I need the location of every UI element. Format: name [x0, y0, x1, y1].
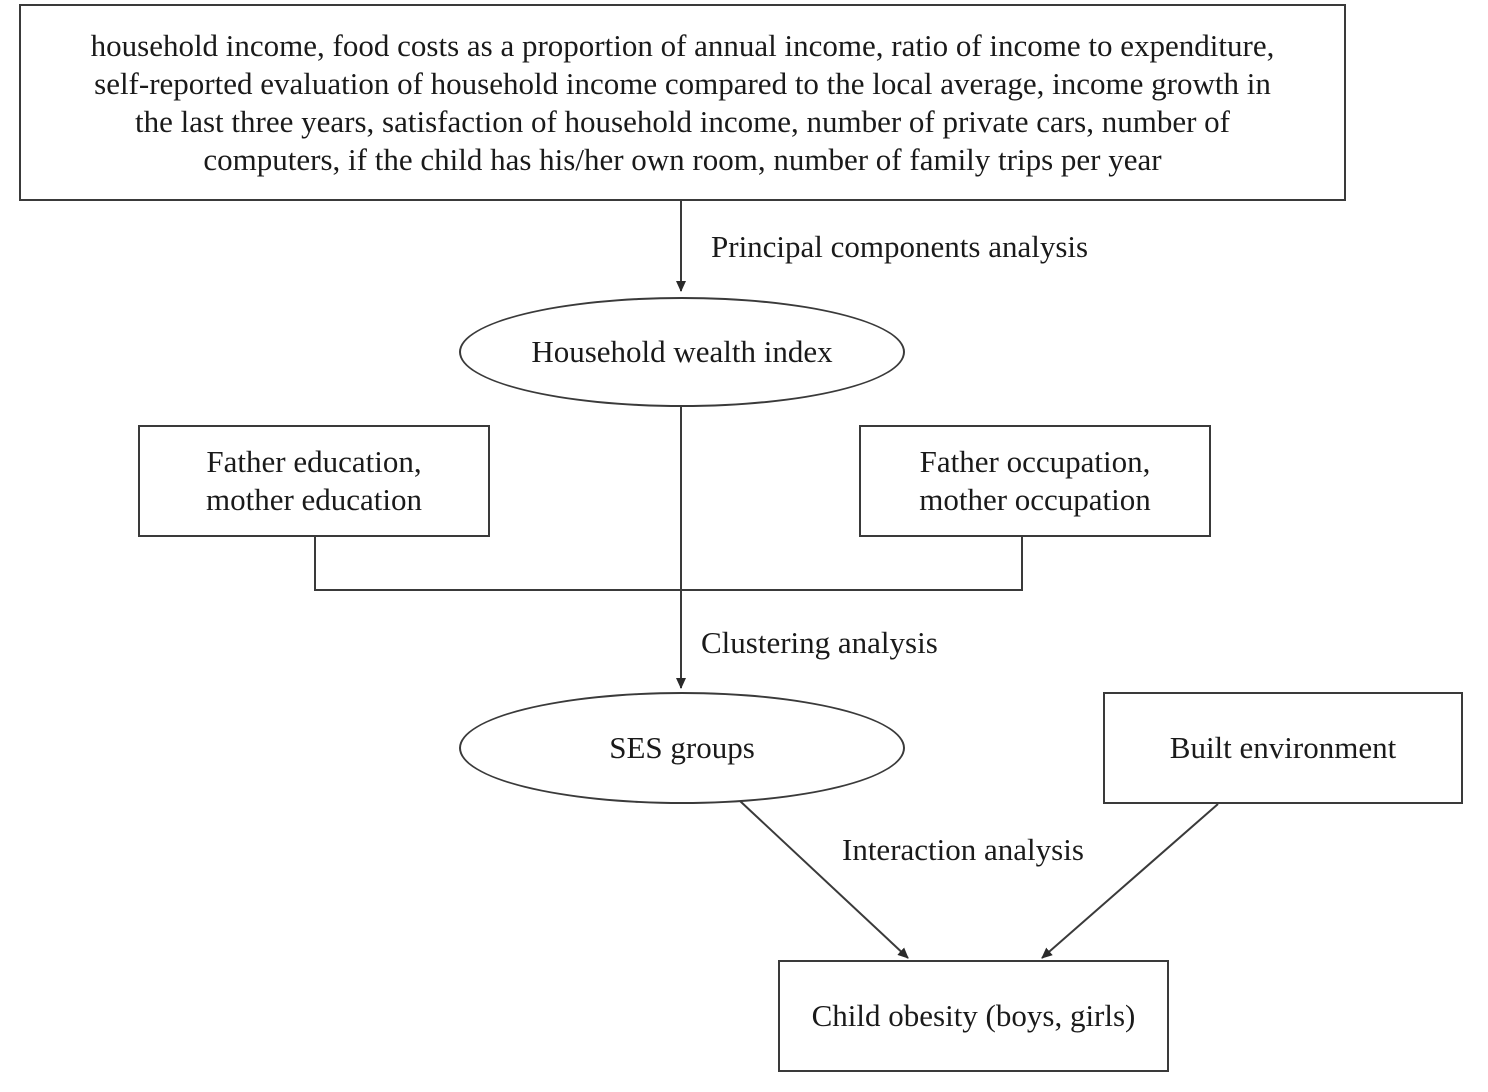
child-obesity-text: Child obesity (boys, girls) [811, 998, 1136, 1033]
pca-label: Principal components analysis [711, 229, 1089, 264]
wealth-index-text: Household wealth index [531, 334, 833, 369]
child-obesity-box [778, 960, 1169, 1072]
indicators-box [19, 4, 1346, 201]
interaction-label: Interaction analysis [842, 832, 1084, 867]
built-environment-box [1103, 692, 1463, 804]
built-environment-text: Built environment [1169, 730, 1397, 765]
education-text: Father education, mother education [205, 444, 423, 517]
arrow-ses-to-obesity [740, 801, 908, 958]
indicators-text: household income, food costs as a proportion of annual income, ratio of income to expenditure, self-reported evaluation of household income compared to the local average, income growth in the last three years, satisfaction of household income, number of private cars, number of computers, if the child has his/her own room, number of family trips per year [90, 27, 1275, 177]
arrow-built-env-to-obesity [1042, 804, 1218, 958]
connector-education-occupation [315, 537, 1022, 590]
ses-groups-ellipse [459, 692, 905, 804]
education-box [138, 425, 490, 537]
occupation-box [859, 425, 1211, 537]
clustering-label: Clustering analysis [701, 625, 938, 660]
wealth-index-ellipse [459, 297, 905, 407]
occupation-text: Father occupation, mother occupation [919, 444, 1151, 517]
ses-groups-text: SES groups [609, 730, 755, 765]
